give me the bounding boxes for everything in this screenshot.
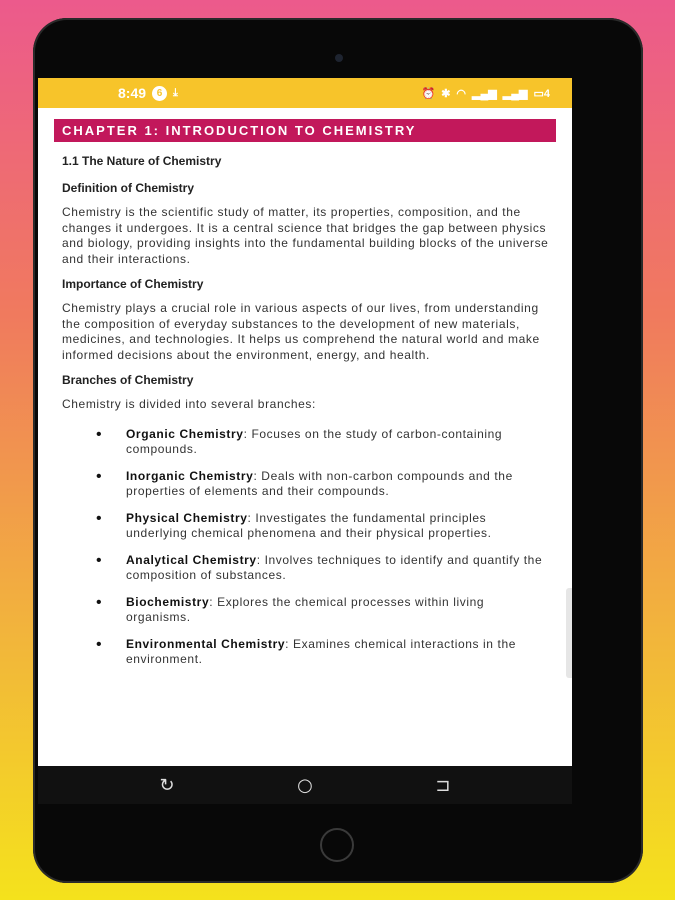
importance-text: Chemistry plays a crucial role in various aspects of our lives, from understanding the composition of everyday substances to the development of new materials, medicines, and technologies. It helps us comprehend the natural world and make informed decisions about the environment, energy, and health. [62, 301, 540, 362]
list-item [126, 469, 548, 499]
notification-badge: 6 [152, 86, 167, 101]
status-bar [38, 78, 572, 108]
status-time: 8:49 [118, 85, 147, 101]
branch-name: Biochemistry [126, 594, 210, 609]
definition-heading: Definition of Chemistry [62, 181, 195, 195]
front-camera [335, 54, 343, 62]
list-item [126, 637, 548, 667]
wifi-icon: ◠ [456, 87, 467, 100]
branch-desc: : Investigates the fundamental principles underlying chemical phenomena and their physical properties. [126, 510, 492, 540]
section-title: 1.1 The Nature of Chemistry [62, 154, 222, 168]
branch-name: Inorganic Chemistry [126, 468, 254, 483]
branch-desc: : Examines chemical interactions in the environment. [126, 636, 516, 666]
branches-intro: Chemistry is divided into several branches: [62, 397, 316, 411]
battery-icon: ▭4 [533, 87, 550, 100]
branch-desc: : Involves techniques to identify and quantify the composition of substances. [126, 552, 543, 582]
back-icon[interactable]: ⊐ [435, 774, 451, 796]
branch-desc: : Deals with non-carbon compounds and the properties of elements and their compounds. [126, 468, 513, 498]
article-content [38, 108, 572, 667]
screen [38, 78, 572, 766]
branch-name: Physical Chemistry [126, 510, 248, 525]
branch-name: Analytical Chemistry [126, 552, 257, 567]
branches-heading: Branches of Chemistry [62, 373, 194, 387]
branch-desc: : Explores the chemical processes within living organisms. [126, 594, 485, 624]
hardware-home-button[interactable] [320, 828, 354, 862]
chapter-title: CHAPTER 1: INTRODUCTION TO CHEMISTRY [54, 119, 556, 142]
signal-icon: ▂▄▆ [502, 87, 528, 100]
list-item [126, 427, 548, 457]
importance-heading: Importance of Chemistry [62, 277, 204, 291]
list-item [126, 595, 548, 625]
branches-list [54, 427, 556, 667]
home-icon[interactable]: ○ [297, 774, 313, 796]
recents-icon[interactable]: ↻ [159, 774, 175, 796]
branch-name: Environmental Chemistry [126, 636, 286, 651]
bluetooth-icon: ✱ [441, 87, 451, 100]
branch-desc: : Focuses on the study of carbon-containing compounds. [126, 426, 503, 456]
list-item [126, 553, 548, 583]
alarm-icon: ⏰ [421, 87, 436, 100]
scroll-indicator[interactable] [566, 588, 572, 678]
download-icon: ⤓ [173, 86, 178, 99]
signal-icon: ▂▄▆ [472, 87, 497, 100]
branch-name: Organic Chemistry [126, 426, 244, 441]
battery-level: 4 [543, 87, 550, 100]
navigation-bar [38, 766, 572, 804]
definition-text: Chemistry is the scientific study of matter, its properties, composition, and the changes it undergoes. It is a central science that bridges the gap between physics and biology, providing insights into the fundamental building blocks of the universe and their interactions. [62, 205, 549, 266]
list-item [126, 511, 548, 541]
